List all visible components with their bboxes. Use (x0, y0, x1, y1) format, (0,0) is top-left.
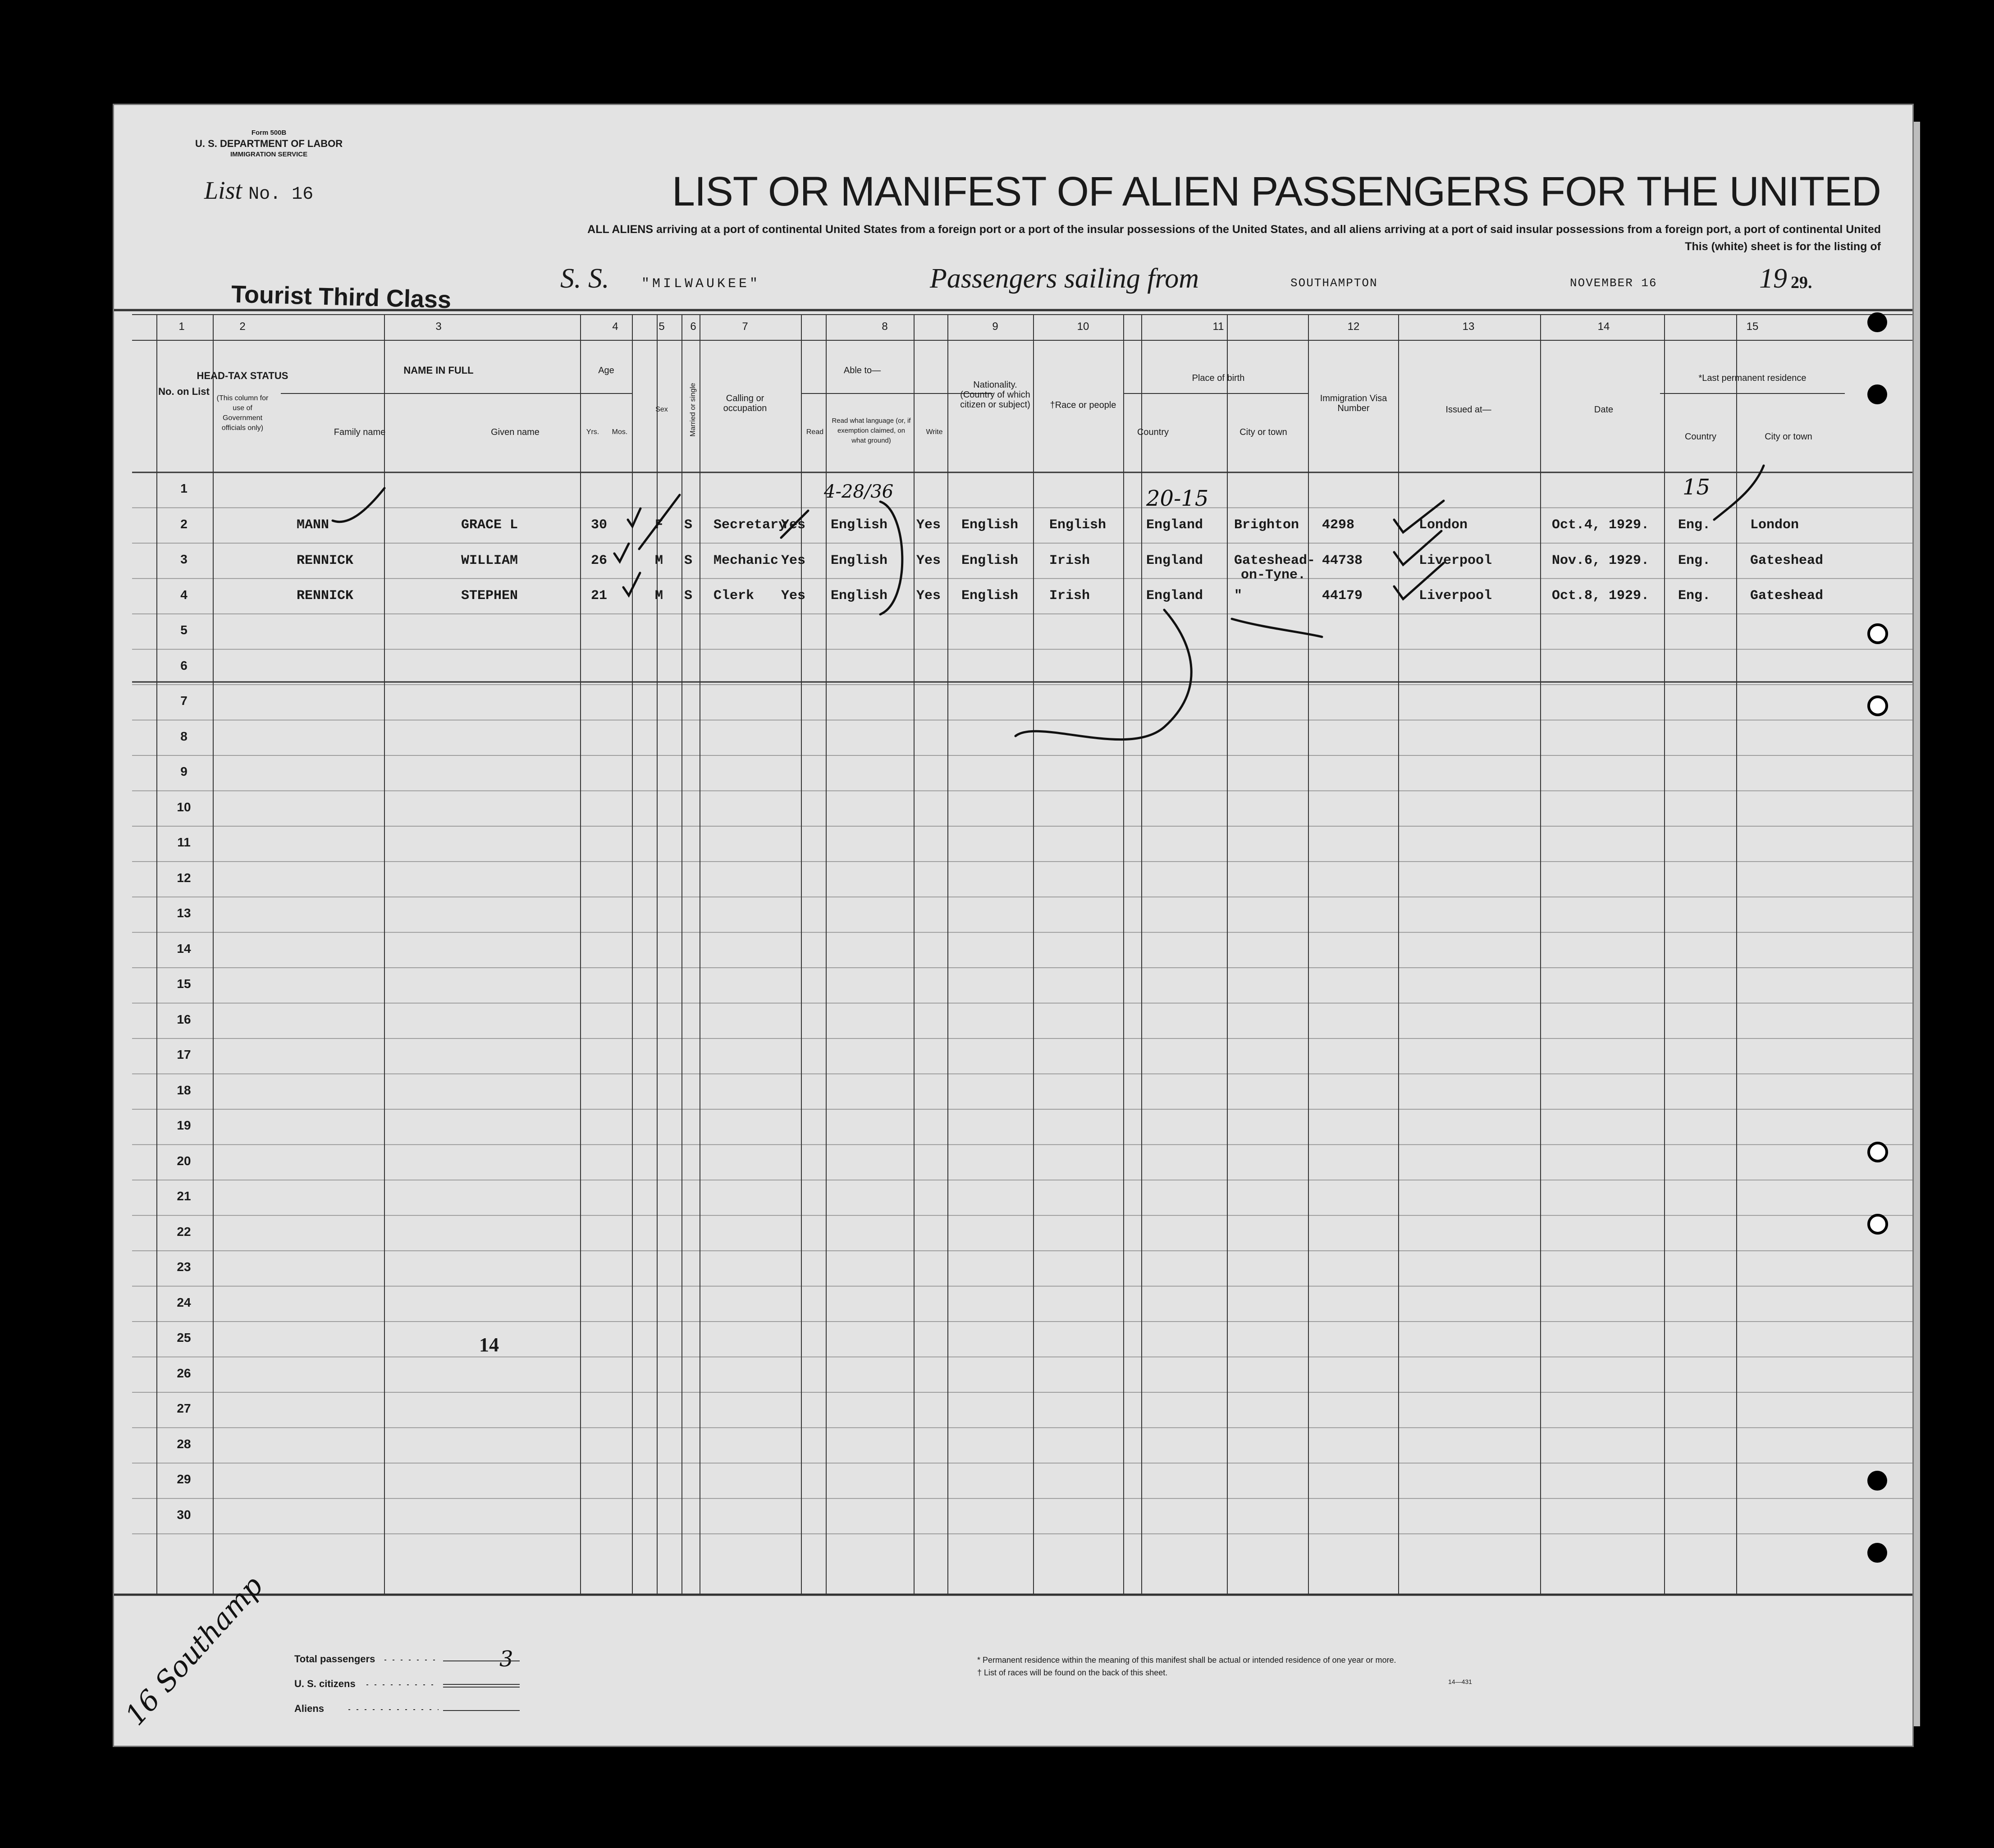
line-number: 20 (177, 1153, 191, 1168)
cell-res-city: Gateshead (1750, 588, 1824, 604)
departure-date: NOVEMBER 16 (1570, 276, 1657, 290)
line-number: 1 (180, 481, 188, 495)
year-prefix: 19 (1759, 263, 1787, 294)
line-number: 4 (180, 587, 188, 602)
cell-race: Irish (1049, 588, 1090, 604)
line-number: 2 (180, 517, 188, 531)
hdr-calling: Calling or occupation (723, 393, 767, 413)
total-passengers-label: Total passengers (294, 1653, 375, 1665)
footnote-races: † List of races will be found on the back of this sheet. (977, 1668, 1168, 1677)
line-number: 19 (177, 1118, 191, 1132)
hdr-place-of-birth: Place of birth (1192, 373, 1245, 383)
cell-read: Yes (781, 517, 806, 533)
department: U. S. DEPARTMENT OF LABOR (195, 138, 343, 149)
hdr-yrs: Yrs. (586, 428, 599, 436)
col-num-15: 15 (1746, 320, 1759, 333)
hdr-read-language: Read what language (or, if exemption claimed, on what ground) (832, 417, 911, 444)
cell-nationality: English (961, 588, 1019, 604)
cell-date: Oct.8, 1929. (1552, 588, 1650, 604)
cell-race: English (1049, 517, 1107, 533)
line-number: 28 (177, 1436, 191, 1451)
cell-age-years: 30 (591, 517, 608, 533)
us-citizens-label: U. S. citizens (294, 1678, 356, 1689)
line-number: 17 (177, 1048, 191, 1061)
cell-sex: F (655, 517, 663, 533)
title-subline-2: This (white) sheet is for the listing of (1685, 240, 1881, 253)
binder-hole (1867, 1543, 1887, 1563)
col-num-4: 4 (612, 320, 618, 333)
class-stamp: Tourist Third Class (231, 280, 452, 314)
cell-given-name: STEPHEN (461, 588, 518, 604)
year-suffix: 29. (1791, 273, 1812, 292)
cell-write: Yes (916, 553, 941, 568)
line-number: 8 (180, 729, 188, 743)
cell-sex: M (655, 588, 663, 604)
hdr-married: Married or single (689, 383, 697, 437)
cell-write: Yes (916, 588, 941, 604)
cell-birth-city: Gateshead- (1234, 553, 1316, 568)
departure-port: SOUTHAMPTON (1290, 276, 1378, 290)
cell-nationality: English (961, 517, 1019, 533)
form-number: Form 500B (251, 129, 287, 137)
cell-birth-country: England (1146, 517, 1203, 533)
cell-age-years: 26 (591, 553, 608, 568)
hdr-age: Age (598, 366, 614, 375)
cell-nationality: English (961, 553, 1019, 568)
hdr-visa: Immigration Visa Number (1320, 393, 1387, 413)
manifest-sheet (113, 104, 1914, 1747)
binder-hole (1867, 695, 1888, 716)
cell-birth-country: England (1146, 553, 1203, 568)
col-num-7: 7 (742, 320, 748, 333)
cell-given-name: WILLIAM (461, 553, 518, 568)
line-number: 15 (177, 977, 191, 991)
document-title: LIST OR MANIFEST OF ALIEN PASSENGERS FOR THE UNITED (672, 169, 1881, 215)
cell-birth-city: Brighton (1234, 517, 1299, 533)
hdr-race: †Race or people (1050, 400, 1116, 410)
cell-issued-at: Liverpool (1419, 588, 1492, 604)
title-subline: ALL ALIENS arriving at a port of continental United States from a foreign port or a port of the insular possessions of the United States, and all aliens arriving at a port of said insular possessions from a foreign port, a port of continental United (587, 223, 1881, 236)
ship-name: "MILWAUKEE" (641, 276, 761, 292)
hdr-head-tax-note: (This column for use of Government officials only) (216, 394, 269, 432)
cell-married: S (684, 517, 693, 533)
hdr-read: Read (806, 428, 824, 436)
cell-birth-city-line2: on-Tyne. (1241, 567, 1306, 583)
col-num-11: 11 (1212, 320, 1224, 333)
manifest-grid (114, 105, 1912, 1746)
cell-language: English (831, 517, 888, 533)
residence-note: 15 (1683, 475, 1710, 500)
line-number: 16 (177, 1012, 191, 1026)
cell-res-city: London (1750, 517, 1799, 533)
aliens-label: Aliens (294, 1703, 325, 1714)
cell-date: Oct.4, 1929. (1552, 517, 1650, 533)
cell-write: Yes (916, 517, 941, 533)
cell-age-years: 21 (591, 588, 608, 604)
binder-hole (1867, 384, 1887, 404)
col-num-1: 1 (178, 320, 185, 333)
cell-given-name: GRACE L (461, 517, 518, 533)
hdr-last-residence: *Last permanent residence (1698, 373, 1806, 383)
line-number: 25 (177, 1331, 191, 1345)
line-number: 3 (180, 552, 188, 566)
hdr-family-name: Family name (334, 427, 386, 437)
form-code: 14—431 (1448, 1678, 1472, 1685)
line-number: 5 (180, 623, 188, 637)
cell-date: Nov.6, 1929. (1552, 553, 1650, 568)
line-number: 27 (177, 1401, 191, 1415)
cell-race: Irish (1049, 553, 1090, 568)
hdr-given-name: Given name (491, 427, 540, 437)
cell-language: English (831, 588, 888, 604)
col-num-10: 10 (1077, 320, 1089, 333)
cell-read: Yes (781, 553, 806, 568)
cell-res-country: Eng. (1678, 588, 1711, 604)
cell-sex: M (655, 553, 663, 568)
cell-birth-city: " (1234, 588, 1243, 604)
line-number: 14 (177, 941, 191, 956)
hdr-head-tax: HEAD-TAX STATUS (197, 370, 288, 381)
hdr-res-country: Country (1684, 432, 1717, 442)
cell-birth-country: England (1146, 588, 1203, 604)
cell-res-city: Gateshead (1750, 553, 1824, 568)
cell-visa: 44738 (1322, 553, 1363, 568)
line-number: 23 (177, 1260, 191, 1274)
cell-res-country: Eng. (1678, 517, 1711, 533)
hdr-name-in-full: NAME IN FULL (403, 365, 474, 376)
line-number: 18 (177, 1083, 191, 1097)
cell-issued-at: London (1419, 517, 1468, 533)
page-mark: 14 (479, 1334, 499, 1356)
cell-family-name: RENNICK (297, 588, 354, 604)
line-number: 22 (177, 1224, 191, 1239)
cell-family-name: MANN (297, 517, 329, 533)
col-num-6: 6 (690, 320, 696, 333)
cell-calling: Secretary (713, 517, 787, 533)
binder-hole (1867, 1142, 1888, 1162)
hdr-res-city: City or town (1765, 432, 1812, 442)
service: IMMIGRATION SERVICE (230, 151, 308, 158)
hdr-sex: Sex (655, 406, 668, 413)
binder-hole (1867, 623, 1888, 644)
line-number: 11 (177, 835, 191, 849)
total-count-note: 3 (499, 1647, 513, 1672)
sailing-label: Passengers sailing from (930, 263, 1199, 294)
hdr-write: Write (926, 428, 943, 436)
cell-visa: 44179 (1322, 588, 1363, 604)
col-num-3: 3 (435, 320, 442, 333)
binder-hole (1867, 312, 1887, 332)
hdr-able-to: Able to— (843, 366, 881, 375)
line-number: 10 (177, 800, 191, 814)
line-number: 24 (177, 1295, 191, 1309)
col-num-13: 13 (1462, 320, 1475, 333)
binder-hole (1867, 1471, 1887, 1491)
binder-hole (1867, 1214, 1888, 1235)
cell-issued-at: Liverpool (1419, 553, 1492, 568)
line-number: 13 (177, 906, 191, 920)
lang-note: 4-28/36 (824, 481, 894, 502)
cell-married: S (684, 588, 693, 604)
col-num-9: 9 (992, 320, 998, 333)
cell-language: English (831, 553, 888, 568)
ss-label: S. S. (560, 263, 609, 294)
col-num-14: 14 (1597, 320, 1610, 333)
list-label: List (204, 177, 242, 205)
line-number: 12 (177, 870, 191, 885)
cell-res-country: Eng. (1678, 553, 1711, 568)
line-number: 9 (180, 764, 188, 778)
cell-read: Yes (781, 588, 806, 604)
line-number: 7 (180, 694, 188, 708)
col-num-5: 5 (659, 320, 665, 333)
margin-note: 16 Southamp (119, 1569, 270, 1732)
hdr-nationality: Nationality. (Country of which citizen or subject) (960, 380, 1030, 410)
footnote-residence: * Permanent residence within the meaning of this manifest shall be actual or intended residence of one year or more. (977, 1656, 1396, 1665)
line-number: 6 (180, 658, 188, 672)
hdr-birth-city: City or town (1239, 427, 1287, 437)
list-no-value: No. 16 (248, 184, 314, 205)
col-num-8: 8 (882, 320, 888, 333)
col-num-2: 2 (239, 320, 246, 333)
cell-family-name: RENNICK (297, 553, 354, 568)
cell-calling: Clerk (713, 588, 755, 604)
cell-married: S (684, 553, 693, 568)
cell-visa: 4298 (1322, 517, 1355, 533)
hdr-no-on-list: No. on List (158, 386, 210, 397)
cell-calling: Mechanic (713, 553, 779, 568)
col-num-12: 12 (1347, 320, 1360, 333)
line-number: 30 (177, 1507, 191, 1522)
hdr-birth-country: Country (1137, 427, 1169, 437)
hdr-date: Date (1594, 405, 1614, 415)
hdr-issued-at: Issued at— (1445, 405, 1491, 415)
birth-note: 20-15 (1146, 486, 1209, 511)
hdr-mos: Mos. (612, 428, 628, 436)
line-number: 21 (177, 1189, 191, 1203)
line-number: 29 (177, 1472, 191, 1486)
line-number: 26 (177, 1366, 191, 1380)
